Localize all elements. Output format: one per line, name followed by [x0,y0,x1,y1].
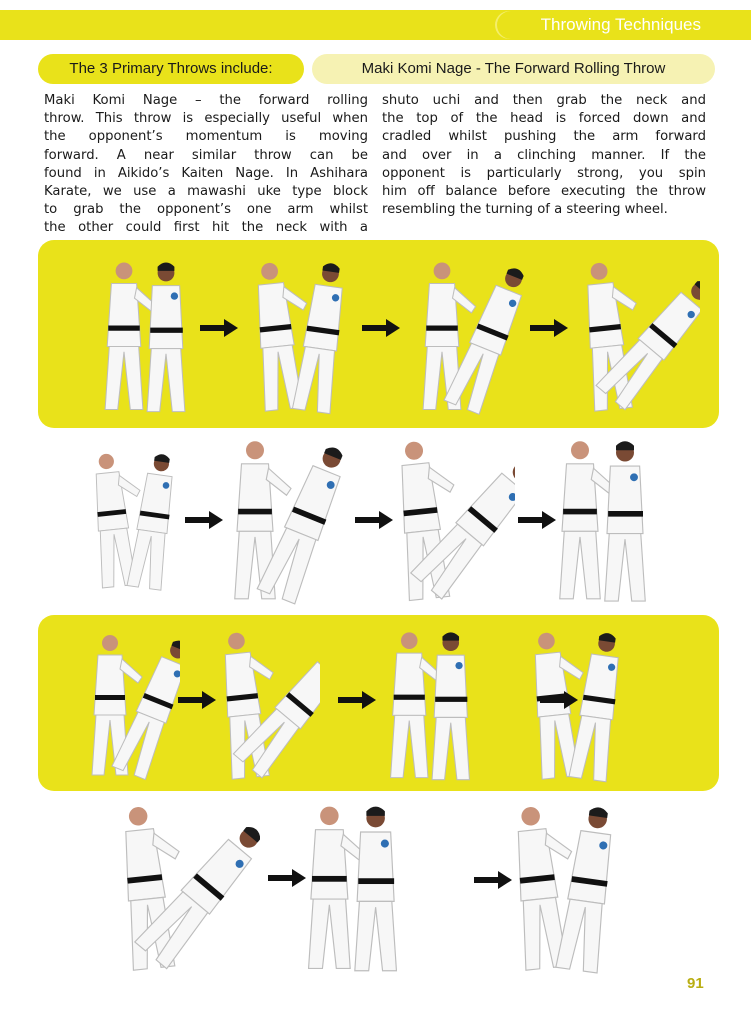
arrow-right-icon [200,318,238,338]
text-line: found in Aikido’s Kaiten Nage. In Ashihara [44,165,368,181]
text-line: forward. A near similar throw can be [44,147,368,163]
technique-step-photo [205,430,350,610]
arrow-right-icon [540,690,578,710]
text-line: shuto uchi and then grab the neck and [382,93,706,108]
text-line: Karate, we use a mawashi uke type block [44,184,368,200]
technique-step-photo [370,622,490,788]
text-line: the other could first hit the neck with a [44,220,368,236]
arrow-right-icon [530,318,568,338]
text-line: the opponent’s momentum is moving [44,129,368,145]
technique-step-photo [232,252,365,420]
subheading-primary-throws: The 3 Primary Throws include: [38,54,304,84]
page-number: 91 [687,975,704,992]
text-line: opponent is particularly strong, you spin [382,165,706,181]
text-line: the top of the head is forced down and [382,111,706,127]
technique-step-photo [80,622,180,788]
technique-step-photo [375,430,515,610]
arrow-right-icon [362,318,400,338]
technique-step-photo [210,622,320,788]
technique-step-photo [556,252,700,420]
arrow-right-icon [185,510,223,530]
text-line: Maki Komi Nage – the forward rolling [44,93,368,108]
arrow-right-icon [268,868,306,888]
section-title: Throwing Techniques [497,11,715,39]
technique-step-photo [85,430,180,610]
subheading-technique: Maki Komi Nage - The Forward Rolling Throw [312,54,715,84]
text-line: him off balance before executing the throw [382,184,706,200]
arrow-right-icon [518,510,556,530]
arrow-right-icon [355,510,393,530]
technique-step-photo [396,252,530,420]
text-line: and over in a clinching manner. If the [382,147,706,163]
arrow-right-icon [178,690,216,710]
arrow-right-icon [338,690,376,710]
text-line: to grab the opponent’s one arm whilst [44,202,368,218]
technique-step-photo [540,430,665,610]
arrow-right-icon [474,870,512,890]
body-text-right [382,92,706,219]
text-line: cradled whilst pushing the arm forward [382,129,706,145]
technique-step-photo [80,795,260,980]
body-text-left [44,92,368,238]
text-line: resembling the turning of a steering wheel. [382,202,668,218]
text-line: throw. This throw is especially useful when [44,111,368,127]
